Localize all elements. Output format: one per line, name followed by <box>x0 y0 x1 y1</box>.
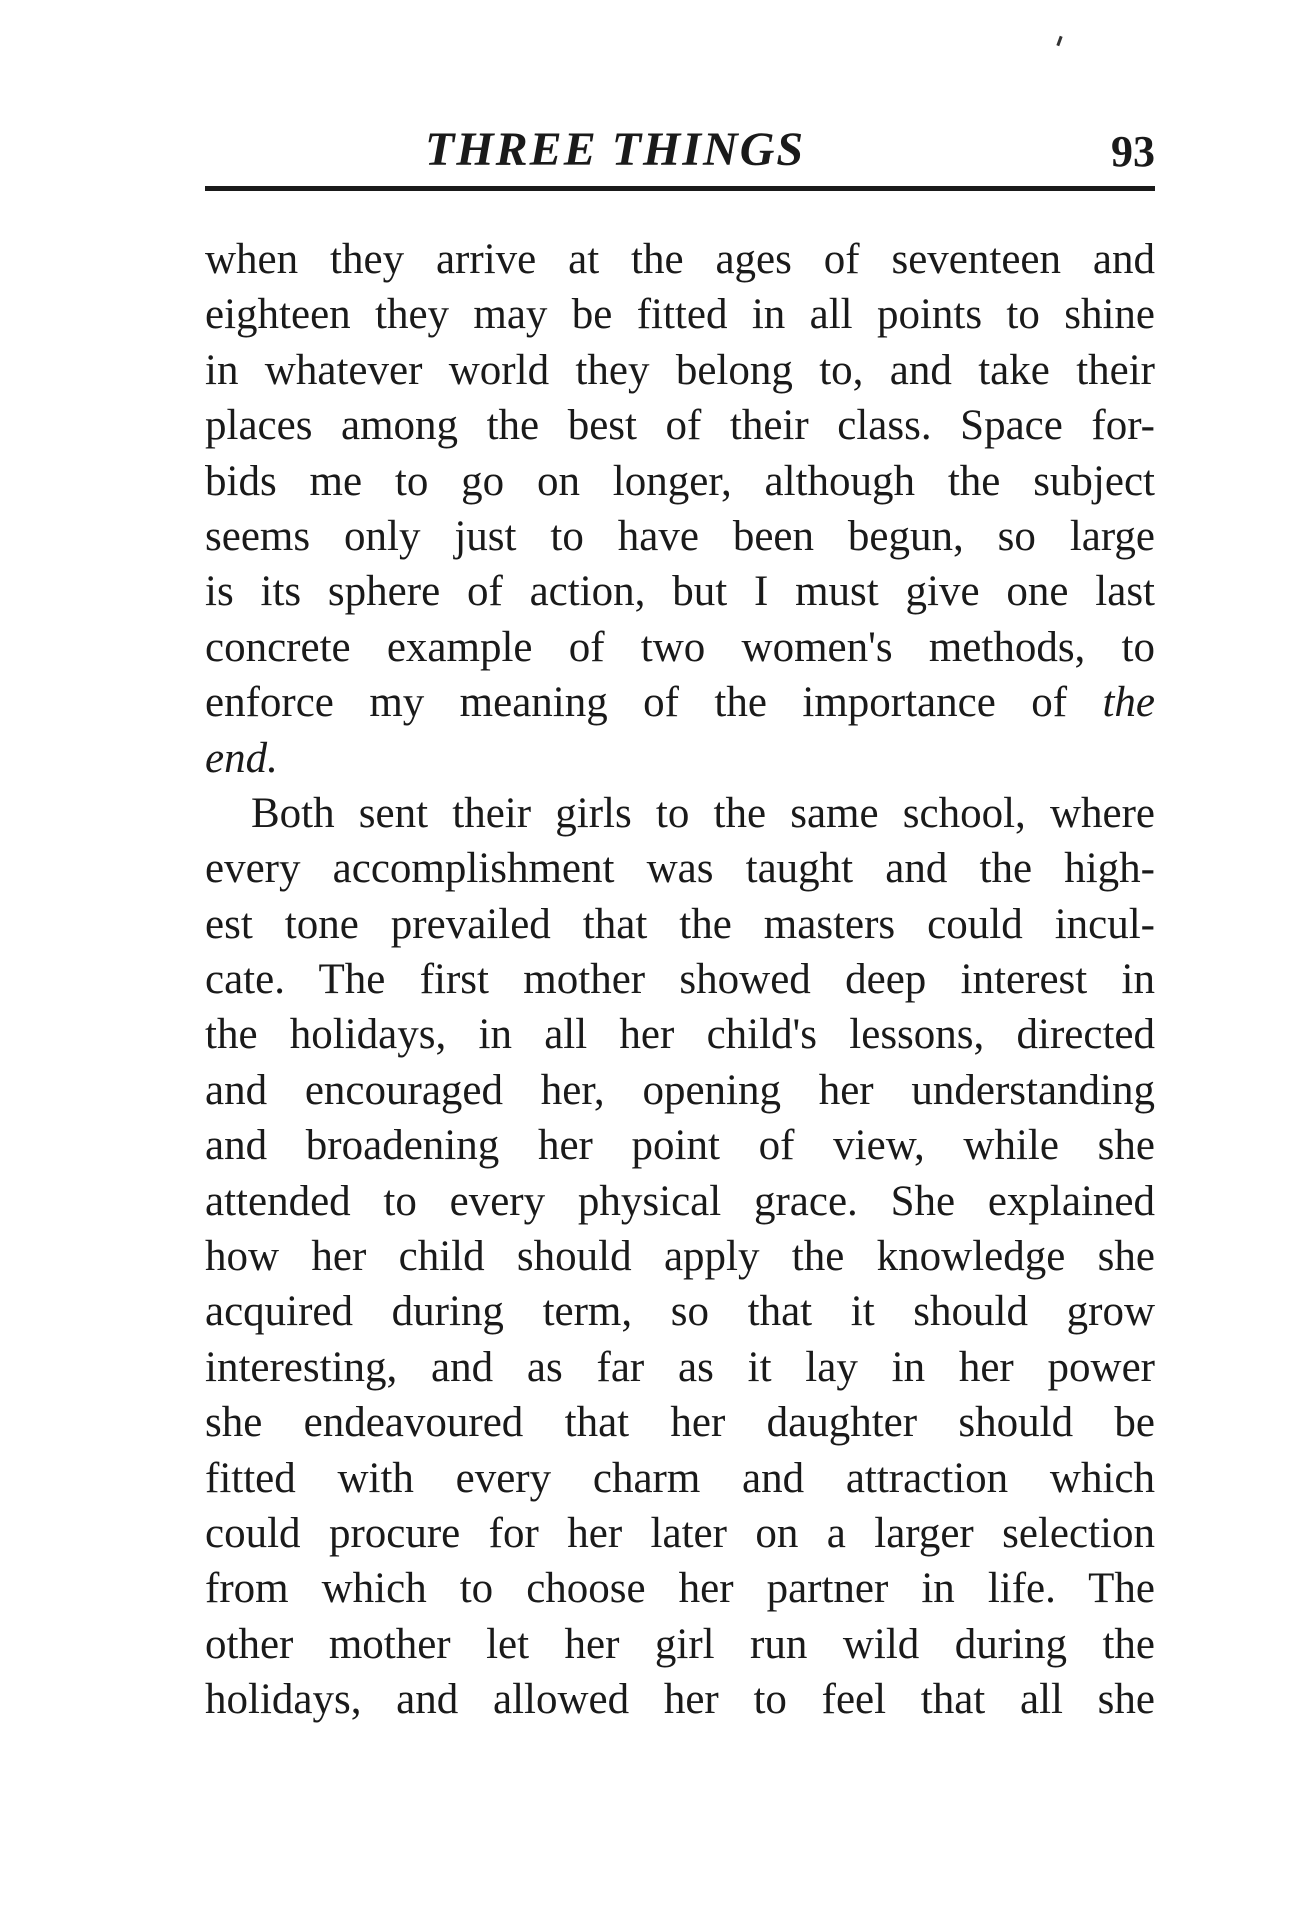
text-line: concrete example of two women's methods, to <box>205 623 1155 671</box>
text-line: every accomplishment was taught and the high- <box>205 845 1155 893</box>
running-header <box>205 118 1155 178</box>
text-line: attended to every physical grace. She explained <box>205 1177 1155 1225</box>
text-line: cate. The first mother showed deep interest in <box>205 956 1155 1004</box>
text-line: she endeavoured that her daughter should be <box>205 1399 1155 1447</box>
text-line: interesting, and as far as it lay in her power <box>205 1343 1155 1391</box>
text-fragment: enforce my meaning of the importance of <box>205 679 1068 727</box>
text-line: could procure for her later on a larger selection <box>205 1509 1155 1557</box>
text-line: Both sent their girls to the same school, where <box>251 789 1155 837</box>
body-text <box>205 232 1155 1728</box>
running-title: THREE THINGS <box>425 123 806 176</box>
text-line: and broadening her point of view, while she <box>205 1122 1155 1170</box>
text-line: est tone prevailed that the masters could incul- <box>205 900 1155 948</box>
text-line: in whatever world they belong to, and take their <box>205 346 1155 394</box>
text-line: and encouraged her, opening her understanding <box>205 1066 1155 1114</box>
text-line: from which to choose her partner in life. The <box>205 1565 1155 1613</box>
header-rule <box>205 186 1155 191</box>
text-line: eighteen they may be fitted in all points to shine <box>205 291 1155 339</box>
text-line: when they arrive at the ages of seventeen and <box>205 236 1155 283</box>
italic-word: the <box>1102 679 1155 727</box>
text-line: seems only just to have been begun, so large <box>205 512 1155 560</box>
text-line: bids me to go on longer, although the subject <box>205 457 1155 505</box>
text-line: is its sphere of action, but I must give one last <box>205 568 1155 616</box>
text-line: how her child should apply the knowledge she <box>205 1233 1155 1281</box>
text-line: other mother let her girl run wild during the <box>205 1620 1155 1668</box>
ink-speck <box>1056 36 1062 46</box>
text-line: places among the best of their class. Space for- <box>205 402 1155 450</box>
text-line <box>205 675 1155 730</box>
text-line <box>205 731 1155 786</box>
text-line: acquired during term, so that it should grow <box>205 1288 1155 1336</box>
text-line: holidays, and allowed her to feel that all she <box>205 1676 1155 1724</box>
page-number: 93 <box>1111 127 1155 176</box>
text-line: the holidays, in all her child's lessons, directed <box>205 1011 1155 1059</box>
text-line: fitted with every charm and attraction which <box>205 1454 1155 1502</box>
italic-word: end. <box>205 734 278 782</box>
